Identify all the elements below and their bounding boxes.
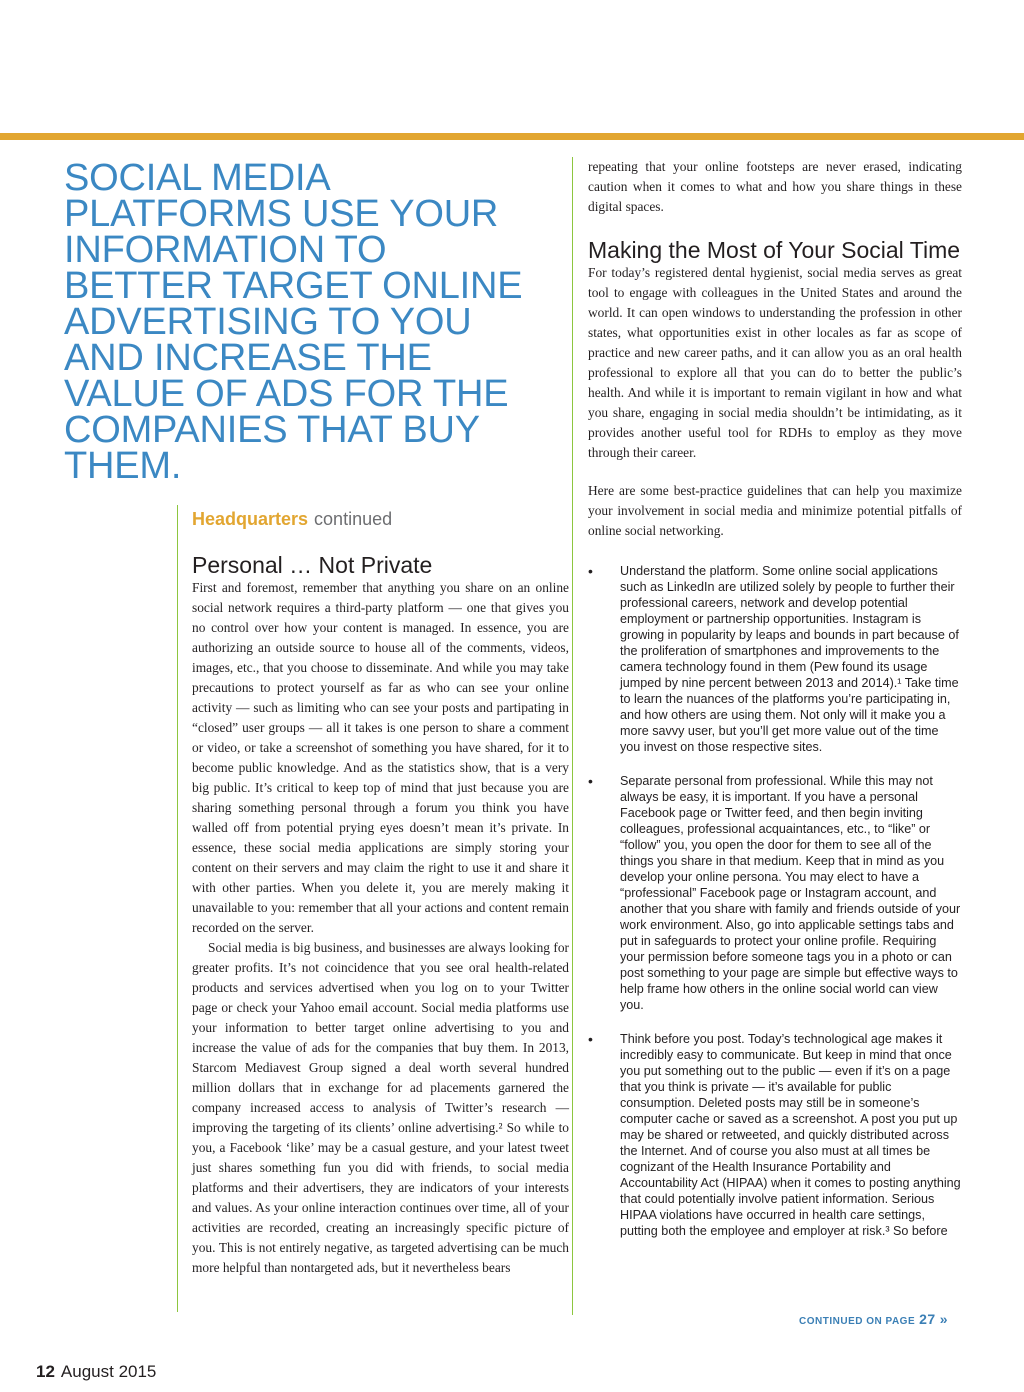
middle-column (177, 505, 569, 1312)
list-item-text: Understand the platform. Some online social applications such as LinkedIn are utilized solely by people to further their professional careers, network and develop potential employment or partnership opportunities. Instagram is growing in popularity by leaps and bounds in part because of the proliferation of smartphones and improvements to the camera technology found in them (Pew found its usage jumped by nine percent between 2013 and 2014).¹ Take time to learn the nuances of the platforms you’re participating in, and how others are using them. Not only will it make you a more savvy user, but you’ll get more value out of the time you invest on those respective sites. (620, 564, 959, 754)
section-name: Headquarters (192, 509, 309, 529)
list-item (588, 563, 962, 755)
body-paragraph: First and foremost, remember that anything you share on an online social network requires a third-party platform — one that gives you no control over how your content is managed. In essence, you are authorizing an outside source to house all of the comments, videos, images, etc., that you choose to disseminate. And while you may take precautions to protect yourself as far as who can see your online activity — such as limiting who can see your posts and partipating in “closed” user groups — all it takes is one person to share a comment or video, or take a screenshot of something you have shared, for it to become public knowledge. And as the statistics show, that is a very big public. It’s critical to keep top of mind that just because you are sharing something personal through a forum you think you have walled off from potential prying eyes doesn’t mean it’s private. In essence, these social media applications are simply storing your content on their servers and may claim the right to use it and share it with other parties. When you delete it, you are merely making it unavailable to you: remember that all your actions and content remain recorded on the server. (192, 580, 569, 935)
pull-quote: SOCIAL MEDIA PLATFORMS USE YOUR INFORMATION TO BETTER TARGET ONLINE ADVERTISING TO YOU AND INCREASE THE VALUE OF ADS FOR THE COMPANIES THAT BUY THEM. (64, 157, 523, 487)
body-paragraph: repeating that your online footsteps are never erased, indicating caution when it comes to what and how you share things in these digital spaces. (588, 159, 962, 214)
bullet-icon: • (588, 1031, 593, 1047)
guidelines-list (588, 563, 962, 1239)
list-item-text: Separate personal from professional. While this may not always be easy, it is important. If you have a personal Facebook page or Twitter feed, and then begin inviting colleagues, professional acquaintances, etc., to “like” or “follow” you, you open the door for them to see all of the things you share in that medium. Keep that in mind as you develop your online persona. You may elect to have a “professional” Facebook page or Instagram account, and another that you share with family and friends outside of your work environment. Also, go into applicable settings tabs and put in safeguards to protect your online profile. Requiring your permission before someone tags you in a photo or can post something to your page are simple but effective ways to help frame how others in the online social world can view you. (620, 774, 961, 1012)
list-item (588, 773, 962, 1013)
subhead-making-the-most: Making the Most of Your Social Time (588, 237, 961, 263)
top-accent-rule (0, 133, 1024, 140)
list-item (588, 1031, 962, 1239)
continued-label: CONTINUED ON PAGE (799, 1316, 916, 1327)
body-paragraph: Here are some best-practice guidelines that can help you maximize your involvement in social media and minimize potential pitfalls of online social networking. (588, 483, 962, 538)
bullet-icon: • (588, 773, 593, 789)
bullet-icon: • (588, 563, 593, 579)
page-footer (36, 1362, 156, 1382)
subhead-personal-not-private: Personal … Not Private (192, 552, 433, 578)
body-paragraph: For today’s registered dental hygienist, social media serves as great tool to engage with colleagues in the United States and around the world. It can open windows to understanding the profession in other states, what opportunities exist in other locales as far as scope of practice and new career paths, and it can allow you as an oral health professional to explore all that you can do to better the public’s health. And while it is important to remain vigilant in how and what you share, engaging in social media shouldn’t be intimidating, as it provides another useful tool for RDHs to employ as they move through their career. (588, 265, 962, 460)
section-continued: continued (314, 509, 393, 529)
double-chevron-right-icon: » (939, 1311, 948, 1327)
section-label (192, 509, 569, 530)
continued-on-page-link[interactable] (799, 1311, 948, 1327)
list-item-text: Think before you post. Today’s technological age makes it incredibly easy to communicate. But keep in mind that once you put something out to the public — even if it’s on a page that you think is private — it’s available for public consumption. Deleted posts may still be in someone’s computer cache or saved as a screenshot. A post you put up may be shared or retweeted, and quickly distributed across the Internet. And of course you also must at all times be cognizant of the Health Insurance Portability and Accountability Act (HIPAA) when it comes to posting anything that could potentially involve patient information. Serious HIPAA violations have occurred in health care settings, putting both the employee and employer at risk.³ So before (620, 1032, 961, 1238)
continued-page-number: 27 (919, 1311, 936, 1327)
page-number: 12 (36, 1362, 55, 1381)
right-column (572, 157, 962, 1315)
body-paragraph: Social media is big business, and businesses are always looking for greater profits. It’s not coincidence that you see oral health-related products and services advertised when you log on to your Twitter page or check your Yahoo email account. Social media platforms use your information to better target online advertising to you and increase the value of ads for the companies that buy them. In 2013, Starcom Mediavest Group signed a deal worth several hundred million dollars that in exchange for ad placements garnered the company increased access to analysis of Twitter’s research — improving the targeting of its clients’ online advertising.² So while to you, a Facebook ‘like’ may be a casual gesture, and your latest tweet just shares something fun you did with friends, to social media platforms and their advertisers, they are indicators of your interests and values. As your online interaction continues over time, all of your activities are recorded, creating an increasingly specific picture of you. This is not entirely negative, as targeted advertising can be much more helpful than nontargeted ads, but it nevertheless bears (192, 940, 569, 1275)
issue-date: August 2015 (60, 1362, 157, 1381)
